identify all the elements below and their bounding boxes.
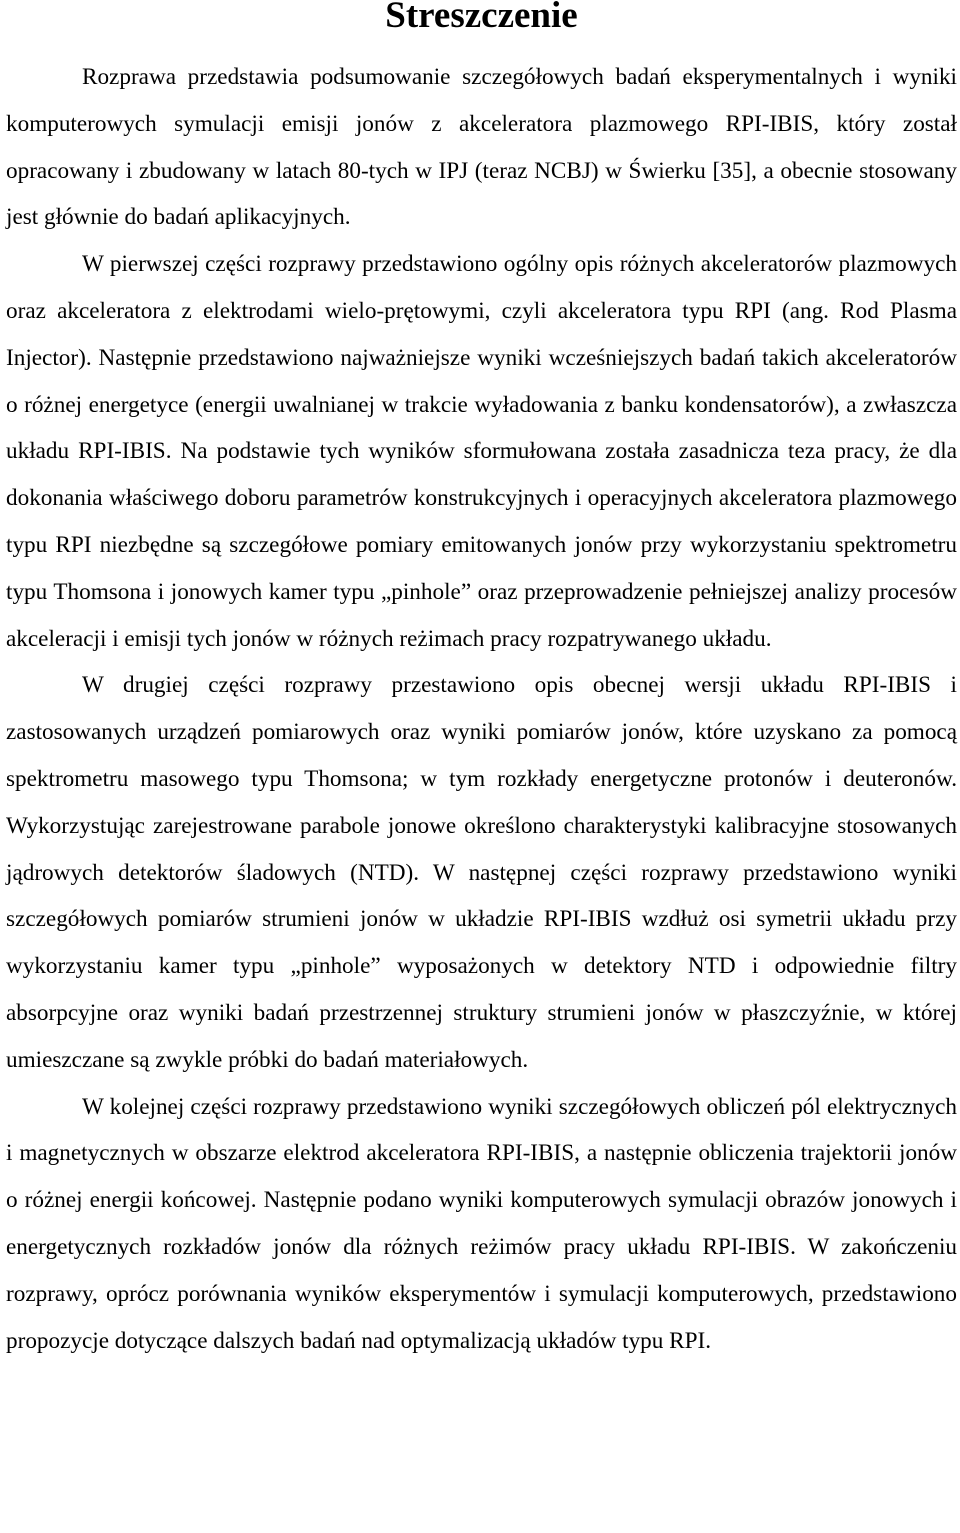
- paragraph-part-two: W drugiej części rozprawy przestawiono opis obecnej wersji układu RPI-IBIS i zastosowanych urządzeń pomiarowych oraz wyniki pomiarów jonów, które uzyskano za pomocą spektrometru masowego typu Thomsona; w tym rozkłady energetyczne protonów i deuteronów. Wykorzystując zarejestrowane parabole jonowe określono charakterystyki kalibracyjne stosowanych jądrowych detektorów śladowych (NTD). W następnej części rozprawy przedstawiono wyniki szczegółowych pomiarów strumieni jonów w układzie RPI-IBIS wzdłuż osi symetrii układu przy wykorzystaniu kamer typu „pinhole” wyposażonych w detektory NTD i odpowiednie filtry absorpcyjne oraz wyniki badań przestrzennej struktury strumieni jonów w płaszczyźnie, w której umieszczane są zwykle próbki do badań materiałowych.: [6, 672, 957, 1073]
- page-title: Streszczenie: [385, 0, 578, 36]
- paragraph-part-three: W kolejnej części rozprawy przedstawiono wyniki szczegółowych obliczeń pól elektrycznych i magnetycznych w obszarze elektrod akceleratora RPI-IBIS, a następnie obliczenia trajektorii jonów o różnej energii końcowej. Następnie podano wyniki komputerowych symulacji obrazów jonowych i energetycznych rozkładów jonów dla różnych reżimów pracy układu RPI-IBIS. W zakończeniu rozprawy, oprócz porównania wyników eksperymentów i symulacji komputerowych, przedstawiono propozycje dotyczące dalszych badań nad optymalizacją układów typu RPI.: [6, 1093, 957, 1354]
- paragraph-part-one: W pierwszej części rozprawy przedstawiono ogólny opis różnych akceleratorów plazmowych oraz akceleratora z elektrodami wielo-prętowymi, czyli akceleratora typu RPI (ang. Rod Plasma Injector). Następnie przedstawiono najważniejsze wyniki wcześniejszych badań takich akceleratorów o różnej energetyce (energii uwalnianej w trakcie wyładowania z banku kondensatorów), a zwłaszcza układu RPI-IBIS. Na podstawie tych wyników sformułowana została zasadnicza teza pracy, że dla dokonania właściwego doboru parametrów konstrukcyjnych i operacyjnych akceleratora plazmowego typu RPI niezbędne są szczegółowe pomiary emitowanych jonów przy wykorzystaniu spektrometru typu Thomsona i jonowych kamer typu „pinhole” oraz przeprowadzenie pełniejszej analizy procesów akceleracji i emisji tych jonów w różnych reżimach pracy rozpatrywanego układu.: [6, 251, 957, 652]
- paragraph-intro: Rozprawa przedstawia podsumowanie szczegółowych badań eksperymentalnych i wyniki komputerowych symulacji emisji jonów z akceleratora plazmowego RPI-IBIS, który został opracowany i zbudowany w latach 80-tych w IPJ (teraz NCBJ) w Świerku [35], a obecnie stosowany jest głównie do badań aplikacyjnych.: [6, 64, 957, 231]
